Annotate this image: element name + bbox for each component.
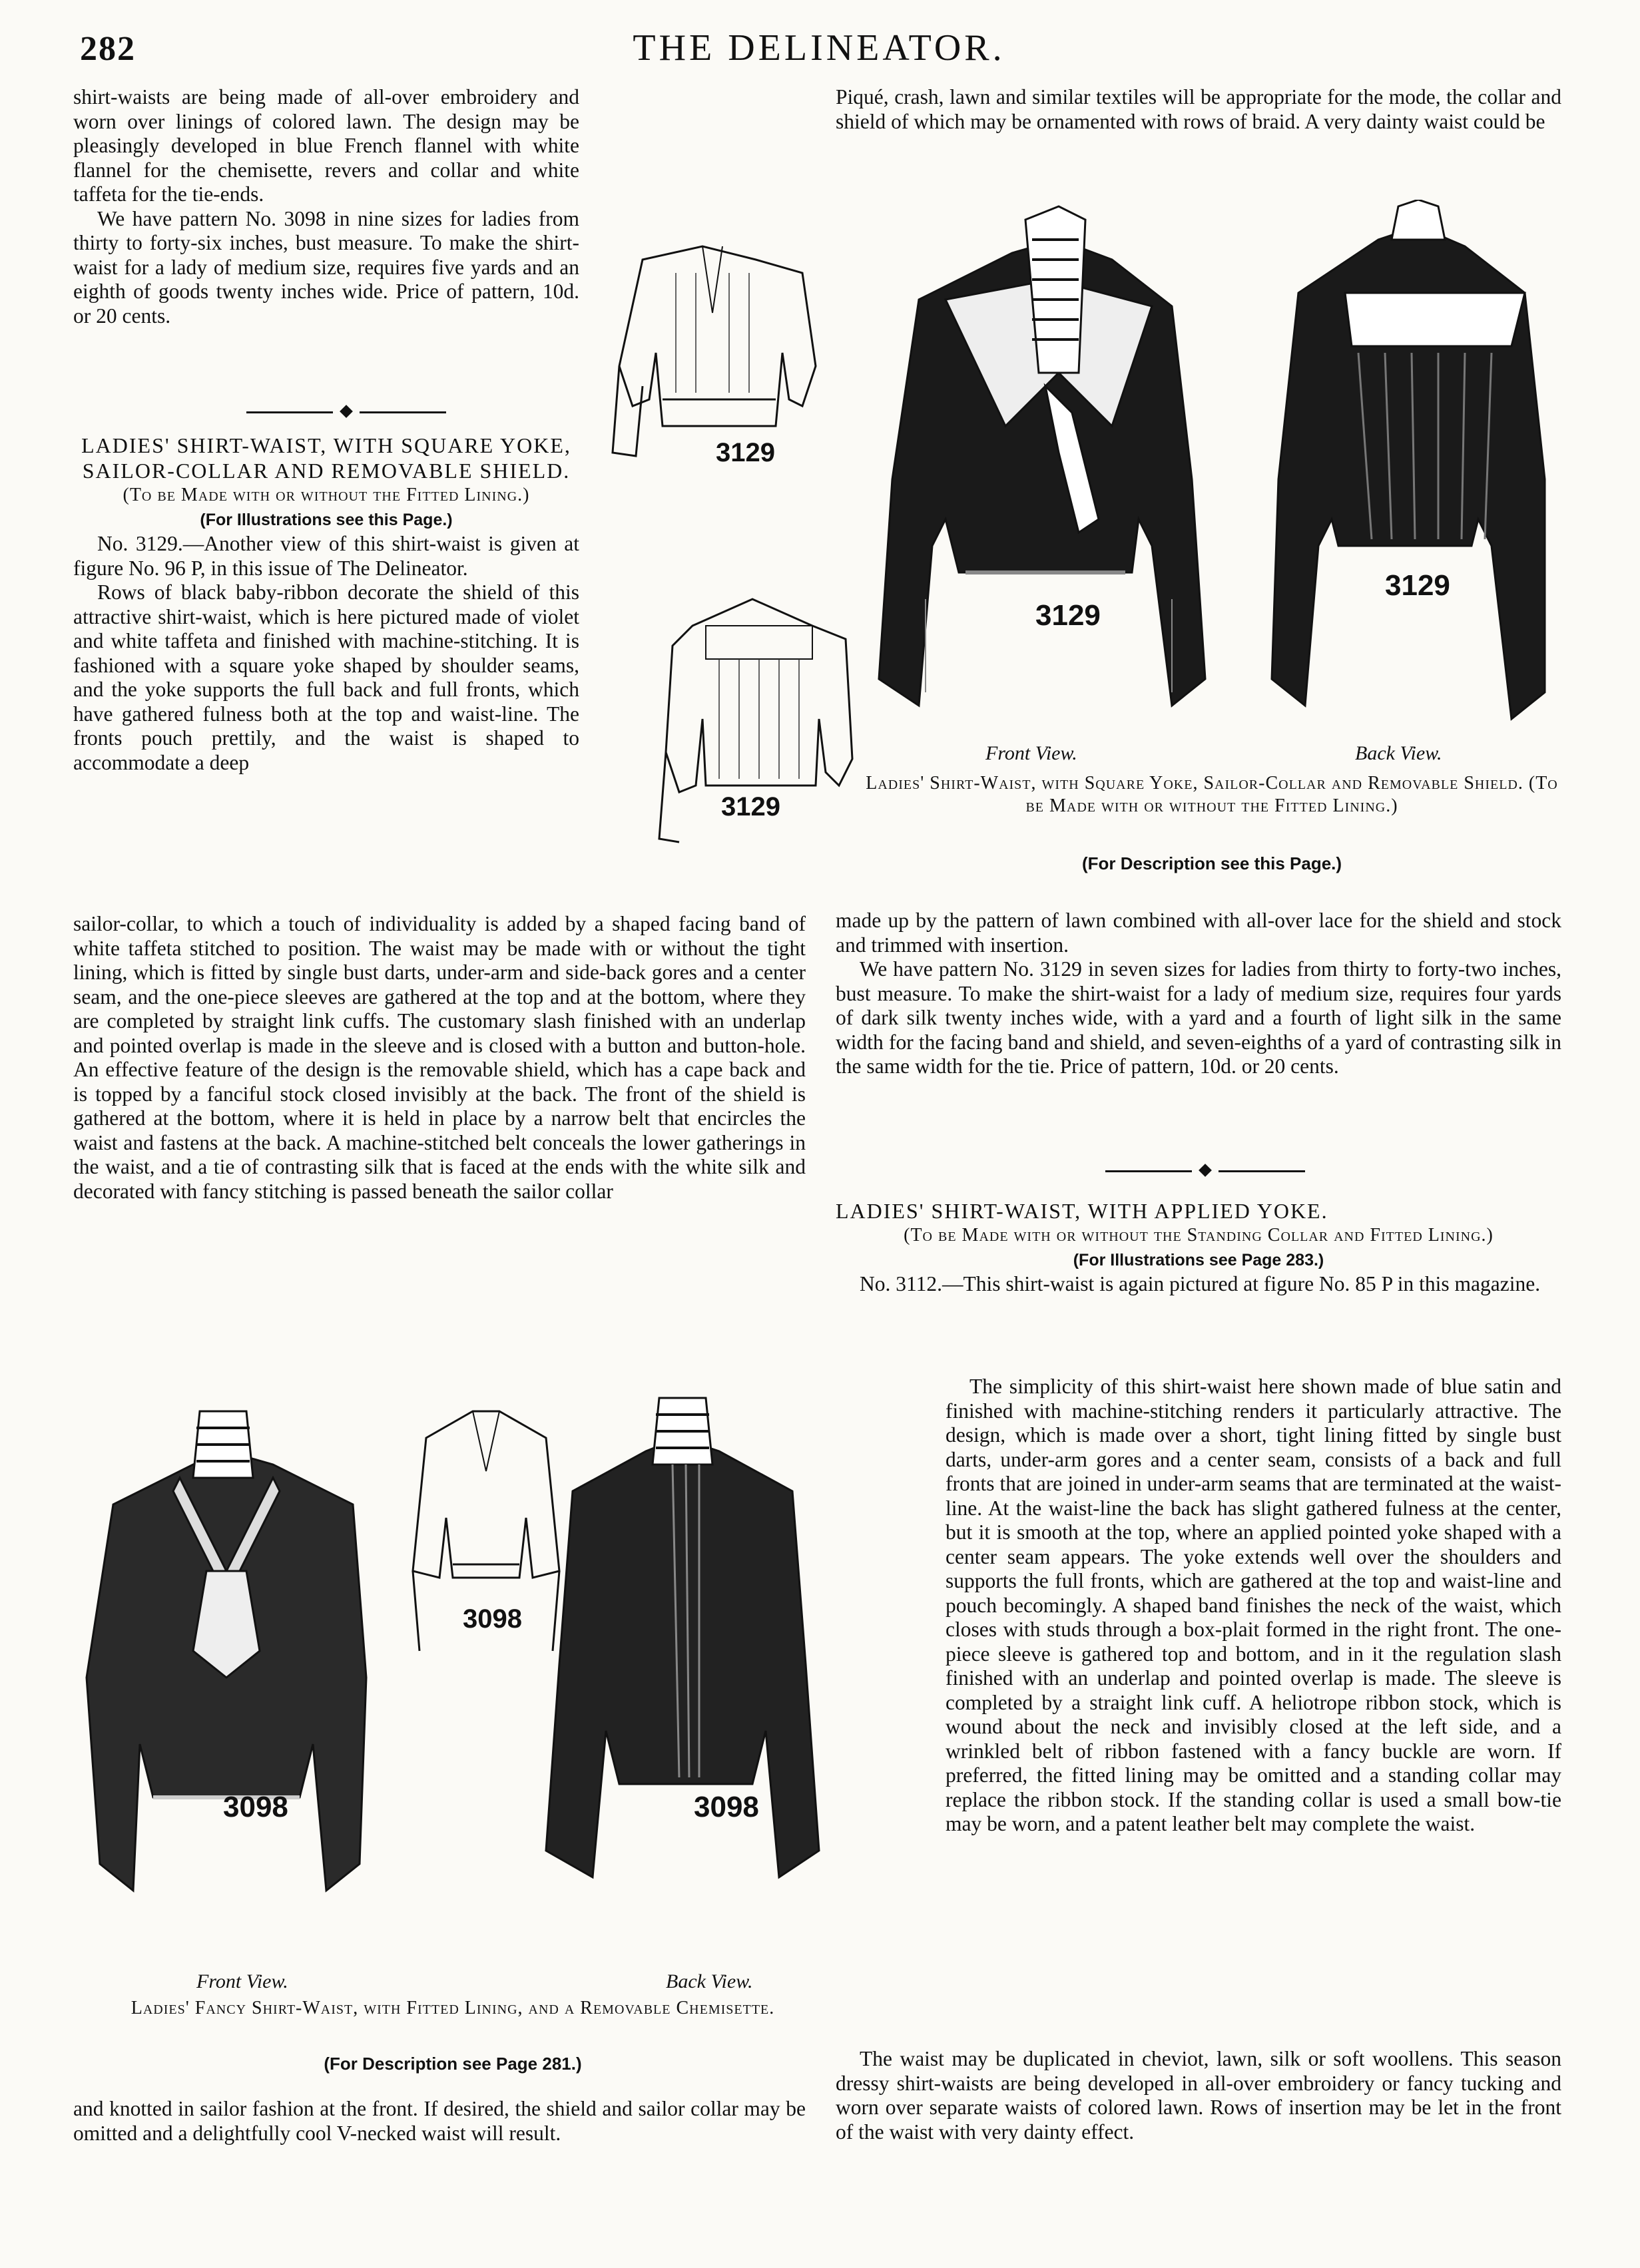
paragraph: We have pattern No. 3098 in nine sizes for ladies from thirty to forty-six inches, bust measure. To make the shirt-waist for a lady of medium size, requires five yards and an eighth of goods twenty inches wide. Price of pattern, 10d. or 20 cents. [73,206,579,328]
right-column-lower [946,1375,1561,1837]
paragraph: We have pattern No. 3129 in seven sizes for ladies from thirty to forty-two inches, bust measure. To make the shirt-waist for a lady of medium size, requires four yards of dark silk twenty inches wide, with a yard and a fourth of light silk in the same width for the facing band and shield, and seven-eighths of a yard of contrasting silk in the same width for the tie. Price of pattern, 10d. or 20 cents. [836,957,1561,1078]
paragraph: and knotted in sailor fashion at the front. If desired, the shield and sailor collar may be omitted and a delightfully cool V-necked waist will result. [73,2097,806,2145]
figure-number: 3098 [223,1791,288,1823]
paragraph: Rows of black baby-ribbon decorate the shield of this attractive shirt-waist, which is here pictured made of violet and white taffeta and finished with machine-stitching. It is fashioned with a square yoke shaped by shoulder seams, and the yoke supports the full back and full fronts, which have gathered fulness both at the top and waist-line. The fronts pouch prettily, and the waist is shaped to accommodate a deep [73,580,579,774]
figure-caption-3098: Ladies' Fancy Shirt-Waist, with Fitted Lining, and a Removable Chemisette. [131,1998,775,2018]
caption-reference: (For Description see Page 281.) [324,2054,582,2074]
right-column-middle [836,909,1561,1079]
paragraph: No. 3112.—This shirt-waist is again pictured at figure No. 85 P in this magazine. [860,1272,1541,1295]
back-view-label: Back View. [666,1970,753,1992]
figure-number: 3098 [463,1604,522,1634]
paragraph: shirt-waists are being made of all-over embroidery and worn over linings of colored lawn. The design may be pleasingly developed in blue French flannel with white flannel for the chemisette, revers and collar and white taffeta for the tie-ends. [73,85,579,206]
paragraph: The waist may be duplicated in cheviot, lawn, silk or soft woollens. This season dressy shirt-waists are being developed in all-over embroidery or fancy tucking and worn over separate waists of colored lawn. Rows of insertion may be let in the front of the waist with very dainty effect. [836,2047,1561,2144]
figure-3129-front-view [859,200,1219,732]
figure-number: 3098 [694,1791,759,1823]
front-view-label: Front View. [196,1970,288,1992]
left-column-continued [73,912,806,1204]
section-subtitle: (To be Made with or without the Fitted Lining.) [123,485,530,505]
section-title: LADIES' SHIRT-WAIST, WITH SQUARE YOKE, SAILOR-COLLAR AND REMOVABLE SHIELD. [81,433,571,483]
section-divider [246,399,446,426]
paragraph: The simplicity of this shirt-waist here shown made of blue satin and finished with machine-stitching renders it particularly attractive. The design, which is made over a short, tight lining fitted by single bust darts, under-arm gores and a center seam, consists of a back and full fronts that are joined in under-arm seams that are terminated at the waist-line. At the waist-line the back has slight gathered fulness at the center, but it is smooth at the top, where an applied pointed yoke shaped with a center seam appears. The yoke extends well over the shoulders and supports the full fronts, which are gathered at the top and waist-line and pouch becomingly. A shaped band finishes the neck of the waist, which closes with studs through a box-plait formed in the right front. The one-piece sleeve is gathered top and bottom, and in it the regulation slash finished with an underlap and pointed overlap is made. The sleeve is completed by a straight link cuff. A heliotrope ribbon stock, which is wound about the neck and invisibly closed at the left side, and a wrinkled belt of ribbon fastened with a fancy buckle are worn. If preferred, the fitted lining may be omitted and a standing collar may replace the ribbon stock. If the standing collar is used a small bow-tie may be worn, and a patent leather belt may complete the waist. [946,1375,1561,1835]
figure-3098-back-view [526,1385,832,1891]
illustration-reference: (For Illustrations see Page 283.) [1073,1250,1324,1269]
figure-caption-3129: Ladies' Shirt-Waist, with Square Yoke, Sailor-Collar and Removable Shield. (To be Made with or without the Fitted Lining.) [866,773,1558,816]
page-header [67,23,1571,69]
figure-number: 3129 [721,792,780,821]
right-column-section-3112 [836,1198,1561,1297]
illustration-reference: (For Illustrations see this Page.) [200,510,453,529]
paragraph: Piqué, crash, lawn and similar textiles will be appropriate for the mode, the collar and shield of which may be ornamented with rows of braid. A very dainty waist could be [836,85,1561,133]
paragraph: sailor-collar, to which a touch of individuality is added by a shaped facing band of white taffeta stitched to position. The waist may be made with or without the tight lining, which is fitted by single bust darts, under-arm and side-back gores and a center seam, and the one-piece sleeves are gathered at the top and at the bottom, where they are completed by straight link cuffs. The customary slash finished with an underlap and pointed overlap is made in the sleeve and is closed with a button and button-hole. An effective feature of the design is the removable shield, which has a cape back and is topped by a fanciful stock closed invisibly at the back. The front of the shield is gathered at the bottom, where it is held in place by a narrow belt that encircles the waist and fastens at the back. A machine-stitched belt conceals the lower gatherings in the waist, and a tie of contrasting silk that is faced at the ends with the white silk and decorated with fancy stitching is passed beneath the sailor collar [73,912,806,1203]
figure-number: 3129 [716,438,775,467]
left-column-top [73,85,579,328]
back-view-label: Back View. [1355,742,1442,764]
figure-number: 3129 [1385,569,1450,602]
front-view-label: Front View. [985,742,1077,764]
right-column-top [836,85,1561,134]
left-column-bottom [73,2097,806,2146]
right-column-bottom [836,2047,1561,2144]
running-title: THE DELINEATOR. [633,27,1005,69]
page-number: 282 [80,30,136,68]
left-column-section-3129 [73,433,579,775]
figure-3098-front-view [73,1398,380,1904]
figure-number: 3129 [1035,599,1101,632]
section-subtitle: (To be Made with or without the Standing Collar and Fitted Lining.) [904,1225,1494,1246]
paragraph: No. 3129.—Another view of this shirt-waist is given at figure No. 96 P, in this issue of The Delineator. [73,532,579,580]
section-divider [1105,1158,1305,1185]
figure-3129-back-view [1245,200,1565,732]
caption-reference: (For Description see this Page.) [1081,853,1342,873]
section-title: LADIES' SHIRT-WAIST, WITH APPLIED YOKE. [836,1199,1328,1223]
paragraph: made up by the pattern of lawn combined with all-over lace for the shield and stock and trimmed with insertion. [836,909,1561,957]
